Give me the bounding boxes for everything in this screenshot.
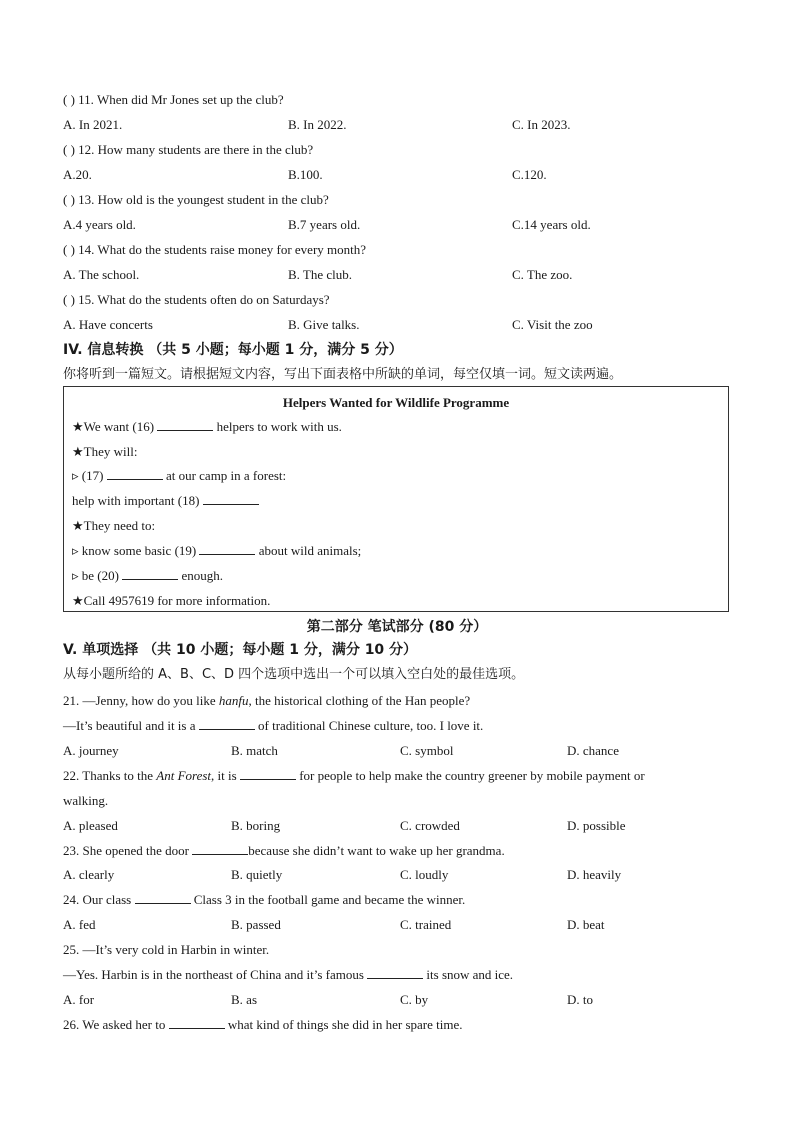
question-21-option-d: D. chance (567, 743, 619, 758)
blank-25[interactable] (367, 967, 423, 979)
question-23-option-c: C. loudly (400, 867, 449, 882)
section-5-heading: V. 单项选择 （共 10 小题；每小题 1 分，满分 10 分） (63, 642, 418, 658)
question-15-stem: ( ) 15. What do the students often do on Saturdays? (63, 292, 330, 307)
question-25-option-b: B. as (231, 992, 257, 1007)
info-row-17: ▹ (17) at our camp in a forest: (72, 468, 287, 483)
question-22-option-a: A. pleased (63, 818, 118, 833)
question-23-option-b: B. quietly (231, 867, 283, 882)
info-row-call: ★Call 4957619 for more information. (72, 593, 271, 608)
question-21-option-c: C. symbol (400, 743, 454, 758)
blank-20[interactable] (122, 568, 178, 580)
question-24-option-b: B. passed (231, 917, 281, 932)
blank-16[interactable] (157, 419, 213, 431)
section-4-instruction: 你将听到一篇短文。请根据短文内容，写出下面表格中所缺的单词，每空仅填一词。短文读两遍。 (63, 367, 623, 382)
blank-21[interactable] (199, 718, 255, 730)
question-14-option-c: C. The zoo. (512, 267, 573, 282)
blank-17[interactable] (107, 468, 163, 480)
info-row-16: ★We want (16) helpers to work with us. (72, 419, 342, 434)
question-25-line-2: —Yes. Harbin is in the northeast of China and it’s famous its snow and ice. (63, 967, 514, 982)
section-5-instruction: 从每小题所给的 A、B、C、D 四个选项中选出一个可以填入空白处的最佳选项。 (63, 667, 525, 682)
question-15-option-a: A. Have concerts (63, 317, 153, 332)
question-13-option-a: A.4 years old. (63, 217, 136, 232)
question-11-option-b: B. In 2022. (288, 117, 347, 132)
section-4-heading: IV. 信息转换 （共 5 小题；每小题 1 分，满分 5 分） (63, 342, 403, 358)
blank-24[interactable] (135, 892, 191, 904)
question-13-option-c: C.14 years old. (512, 217, 591, 232)
question-24-line: 24. Our class Class 3 in the football game and became the winner. (63, 892, 466, 907)
question-22-line-1: 22. Thanks to the Ant Forest, it is for people to help make the country greener by mobile payment or (63, 768, 645, 783)
info-row-they-need: ★They need to: (72, 518, 156, 533)
question-23-option-a: A. clearly (63, 867, 115, 882)
question-13-stem: ( ) 13. How old is the youngest student in the club? (63, 192, 329, 207)
question-22-option-c: C. crowded (400, 818, 460, 833)
question-12-stem: ( ) 12. How many students are there in the club? (63, 142, 314, 157)
question-11-option-c: C. In 2023. (512, 117, 571, 132)
part-2-heading: 第二部分 笔试部分 (80 分） (306, 619, 488, 635)
question-24-option-d: D. beat (567, 917, 605, 932)
info-table (63, 386, 729, 612)
blank-23[interactable] (192, 843, 248, 855)
question-24-option-c: C. trained (400, 917, 452, 932)
question-21-line-1: 21. —Jenny, how do you like hanfu, the historical clothing of the Han people? (63, 693, 471, 708)
question-23-option-d: D. heavily (567, 867, 622, 882)
question-11-option-a: A. In 2021. (63, 117, 123, 132)
question-24-option-a: A. fed (63, 917, 96, 932)
question-26-line: 26. We asked her to what kind of things she did in her spare time. (63, 1017, 463, 1032)
question-22-option-b: B. boring (231, 818, 281, 833)
question-25-line-1: 25. —It’s very cold in Harbin in winter. (63, 942, 270, 957)
question-25-option-a: A. for (63, 992, 95, 1007)
question-15-option-c: C. Visit the zoo (512, 317, 593, 332)
blank-18[interactable] (203, 493, 259, 505)
question-22-line-2: walking. (63, 793, 109, 808)
info-table-title: Helpers Wanted for Wildlife Programme (282, 395, 510, 410)
blank-26[interactable] (169, 1017, 225, 1029)
info-row-they-will: ★They will: (72, 444, 138, 459)
blank-19[interactable] (199, 543, 255, 555)
info-row-18: help with important (18) (72, 493, 259, 509)
question-12-option-b: B.100. (288, 167, 323, 182)
question-12-option-c: C.120. (512, 167, 547, 182)
info-row-20: ▹ be (20) enough. (72, 568, 223, 583)
blank-22[interactable] (240, 768, 296, 780)
question-22-option-d: D. possible (567, 818, 626, 833)
info-row-19: ▹ know some basic (19) about wild animals; (72, 543, 362, 558)
question-23-line: 23. She opened the door because she didn’t want to wake up her grandma. (63, 843, 505, 858)
question-14-option-b: B. The club. (288, 267, 353, 282)
question-14-stem: ( ) 14. What do the students raise money for every month? (63, 242, 367, 257)
question-21-line-2: —It’s beautiful and it is a of traditional Chinese culture, too. I love it. (63, 718, 484, 733)
question-11-stem: ( ) 11. When did Mr Jones set up the club? (63, 92, 284, 107)
question-21-option-b: B. match (231, 743, 278, 758)
question-25-option-c: C. by (400, 992, 429, 1007)
question-21-option-a: A. journey (63, 743, 119, 758)
question-12-option-a: A.20. (63, 167, 92, 182)
question-15-option-b: B. Give talks. (288, 317, 360, 332)
question-13-option-b: B.7 years old. (288, 217, 361, 232)
question-25-option-d: D. to (567, 992, 593, 1007)
question-14-option-a: A. The school. (63, 267, 140, 282)
